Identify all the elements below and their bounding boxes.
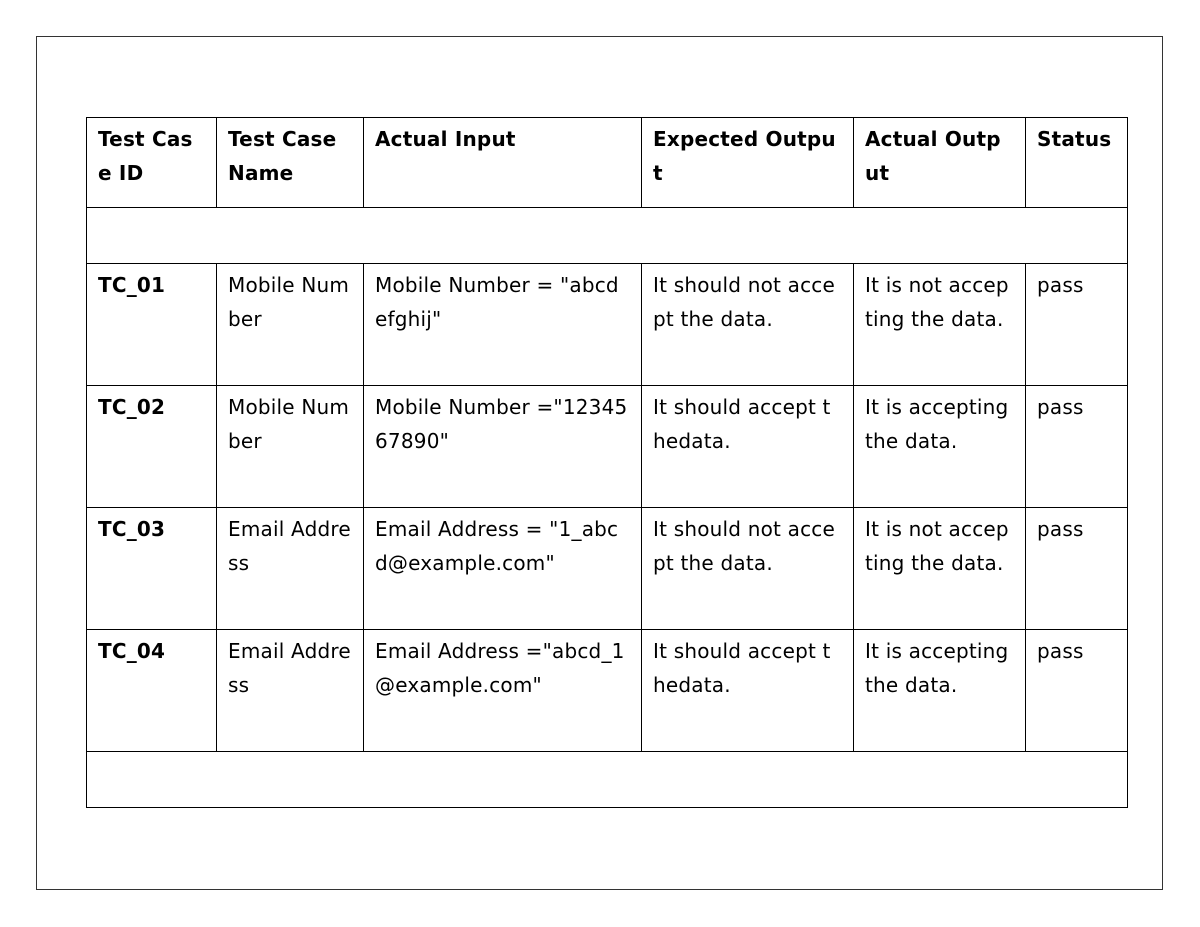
table-empty-row <box>87 752 1128 808</box>
actual-output-cell: It is accepting the data. <box>854 630 1026 752</box>
actual-input-cell: Mobile Number ="1234567890" <box>364 386 642 508</box>
table-row <box>87 386 1128 508</box>
header-actual-input: Actual Input <box>364 118 642 208</box>
actual-output-cell: It is accepting the data. <box>854 386 1026 508</box>
table-row <box>87 508 1128 630</box>
test-case-id-cell: TC_01 <box>87 264 217 386</box>
expected-output-cell: It should accept thedata. <box>642 630 854 752</box>
test-case-name-cell: Email Address <box>217 630 364 752</box>
header-expected-output: Expected Output <box>642 118 854 208</box>
header-test-case-name: Test Case Name <box>217 118 364 208</box>
empty-cell <box>87 752 1128 808</box>
expected-output-cell: It should not accept the data. <box>642 508 854 630</box>
header-test-case-id: Test Case ID <box>87 118 217 208</box>
actual-output-cell: It is not accepting the data. <box>854 264 1026 386</box>
actual-input-cell: Email Address = "1_abcd@example.com" <box>364 508 642 630</box>
expected-output-cell: It should accept thedata. <box>642 386 854 508</box>
test-case-name-cell: Mobile Number <box>217 264 364 386</box>
test-case-id-cell: TC_04 <box>87 630 217 752</box>
expected-output-cell: It should not accept the data. <box>642 264 854 386</box>
status-cell: pass <box>1026 508 1128 630</box>
empty-cell <box>87 208 1128 264</box>
test-case-id-cell: TC_03 <box>87 508 217 630</box>
header-status: Status <box>1026 118 1128 208</box>
table-row <box>87 264 1128 386</box>
table-empty-row <box>87 208 1128 264</box>
actual-output-cell: It is not accepting the data. <box>854 508 1026 630</box>
test-case-name-cell: Mobile Number <box>217 386 364 508</box>
header-actual-output: Actual Output <box>854 118 1026 208</box>
status-cell: pass <box>1026 630 1128 752</box>
test-case-table <box>86 117 1128 808</box>
test-case-name-cell: Email Address <box>217 508 364 630</box>
status-cell: pass <box>1026 386 1128 508</box>
actual-input-cell: Email Address ="abcd_1@example.com" <box>364 630 642 752</box>
actual-input-cell: Mobile Number = "abcdefghij" <box>364 264 642 386</box>
table-header-row <box>87 118 1128 208</box>
status-cell: pass <box>1026 264 1128 386</box>
test-case-id-cell: TC_02 <box>87 386 217 508</box>
table-row <box>87 630 1128 752</box>
